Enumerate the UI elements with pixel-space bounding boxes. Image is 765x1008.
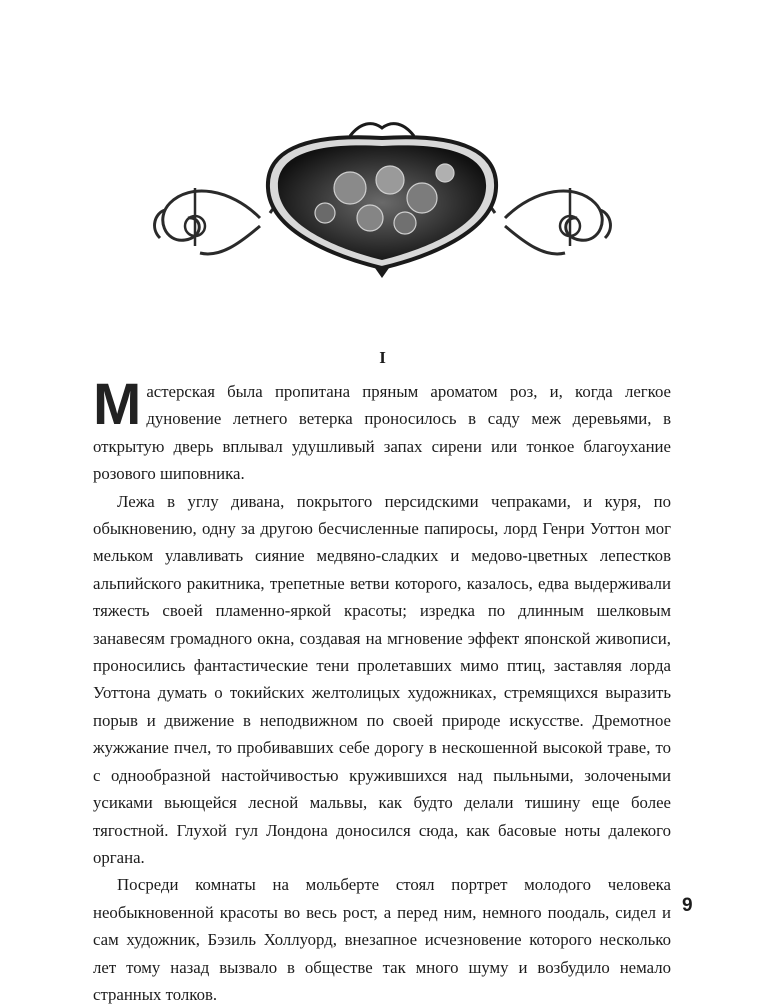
paragraph-3: Посреди комнаты на мольберте стоял портрет молодого человека необыкновенной красоты во весь рост, а перед ним, немного поодаль, сидел и сам художник, Бэзиль Холлуорд, внезапное исчезновение которого несколько лет тому назад вызвало в обществе так много шуму и возбудило немало странных толков. (93, 875, 671, 1004)
drop-cap: М (93, 372, 142, 437)
paragraph-2: Лежа в углу дивана, покрытого персидскими чепраками, и куря, по обыкновению, одну за другою бесчисленные папиросы, лорд Генри Уоттон мог мельком улавливать сияние медвяно-сладких и медово-цветных лепестков альпийского ракитника, трепетные ветви которого, казалось, едва выдерживали тяжесть своей пламенно-яркой красоты; изредка по длинным шелковым занавесям громадного окна, создавая на мгновение эффект японской живописи, проносились фантастические тени пролетавших мимо птиц, заставляя лорда Уоттона думать о токийских желтолицых художниках, стремящихся выразить порыв и движение в неподвижном по своей природе искусстве. Дремотное жужжание пчел, то пробивавших себе дорогу в нескошенной высокой траве, то с однообразной настойчивостью кружившихся над пыльными, золочеными усиками вьющейся лесной мальвы, как будто делали тишину еще более тягостной. Глухой гул Лондона доносился сюда, как басовые ноты далекого органа. (93, 491, 671, 867)
chapter-number: I (379, 348, 386, 367)
page-number: 9 (682, 895, 693, 916)
body-text (93, 372, 671, 1008)
central-cartouche (268, 124, 496, 278)
paragraph-1 (93, 372, 671, 488)
paragraph-1-text: астерская была пропитана пряным ароматом роз, и, когда легкое дуновение летнего ветерка проносилось в саду меж деревьями, в открытую дверь вплывал удушливый запах сирени или тонкое благоухание розового шиповника. (93, 382, 671, 484)
chapter-ornament-illustration (150, 118, 615, 278)
